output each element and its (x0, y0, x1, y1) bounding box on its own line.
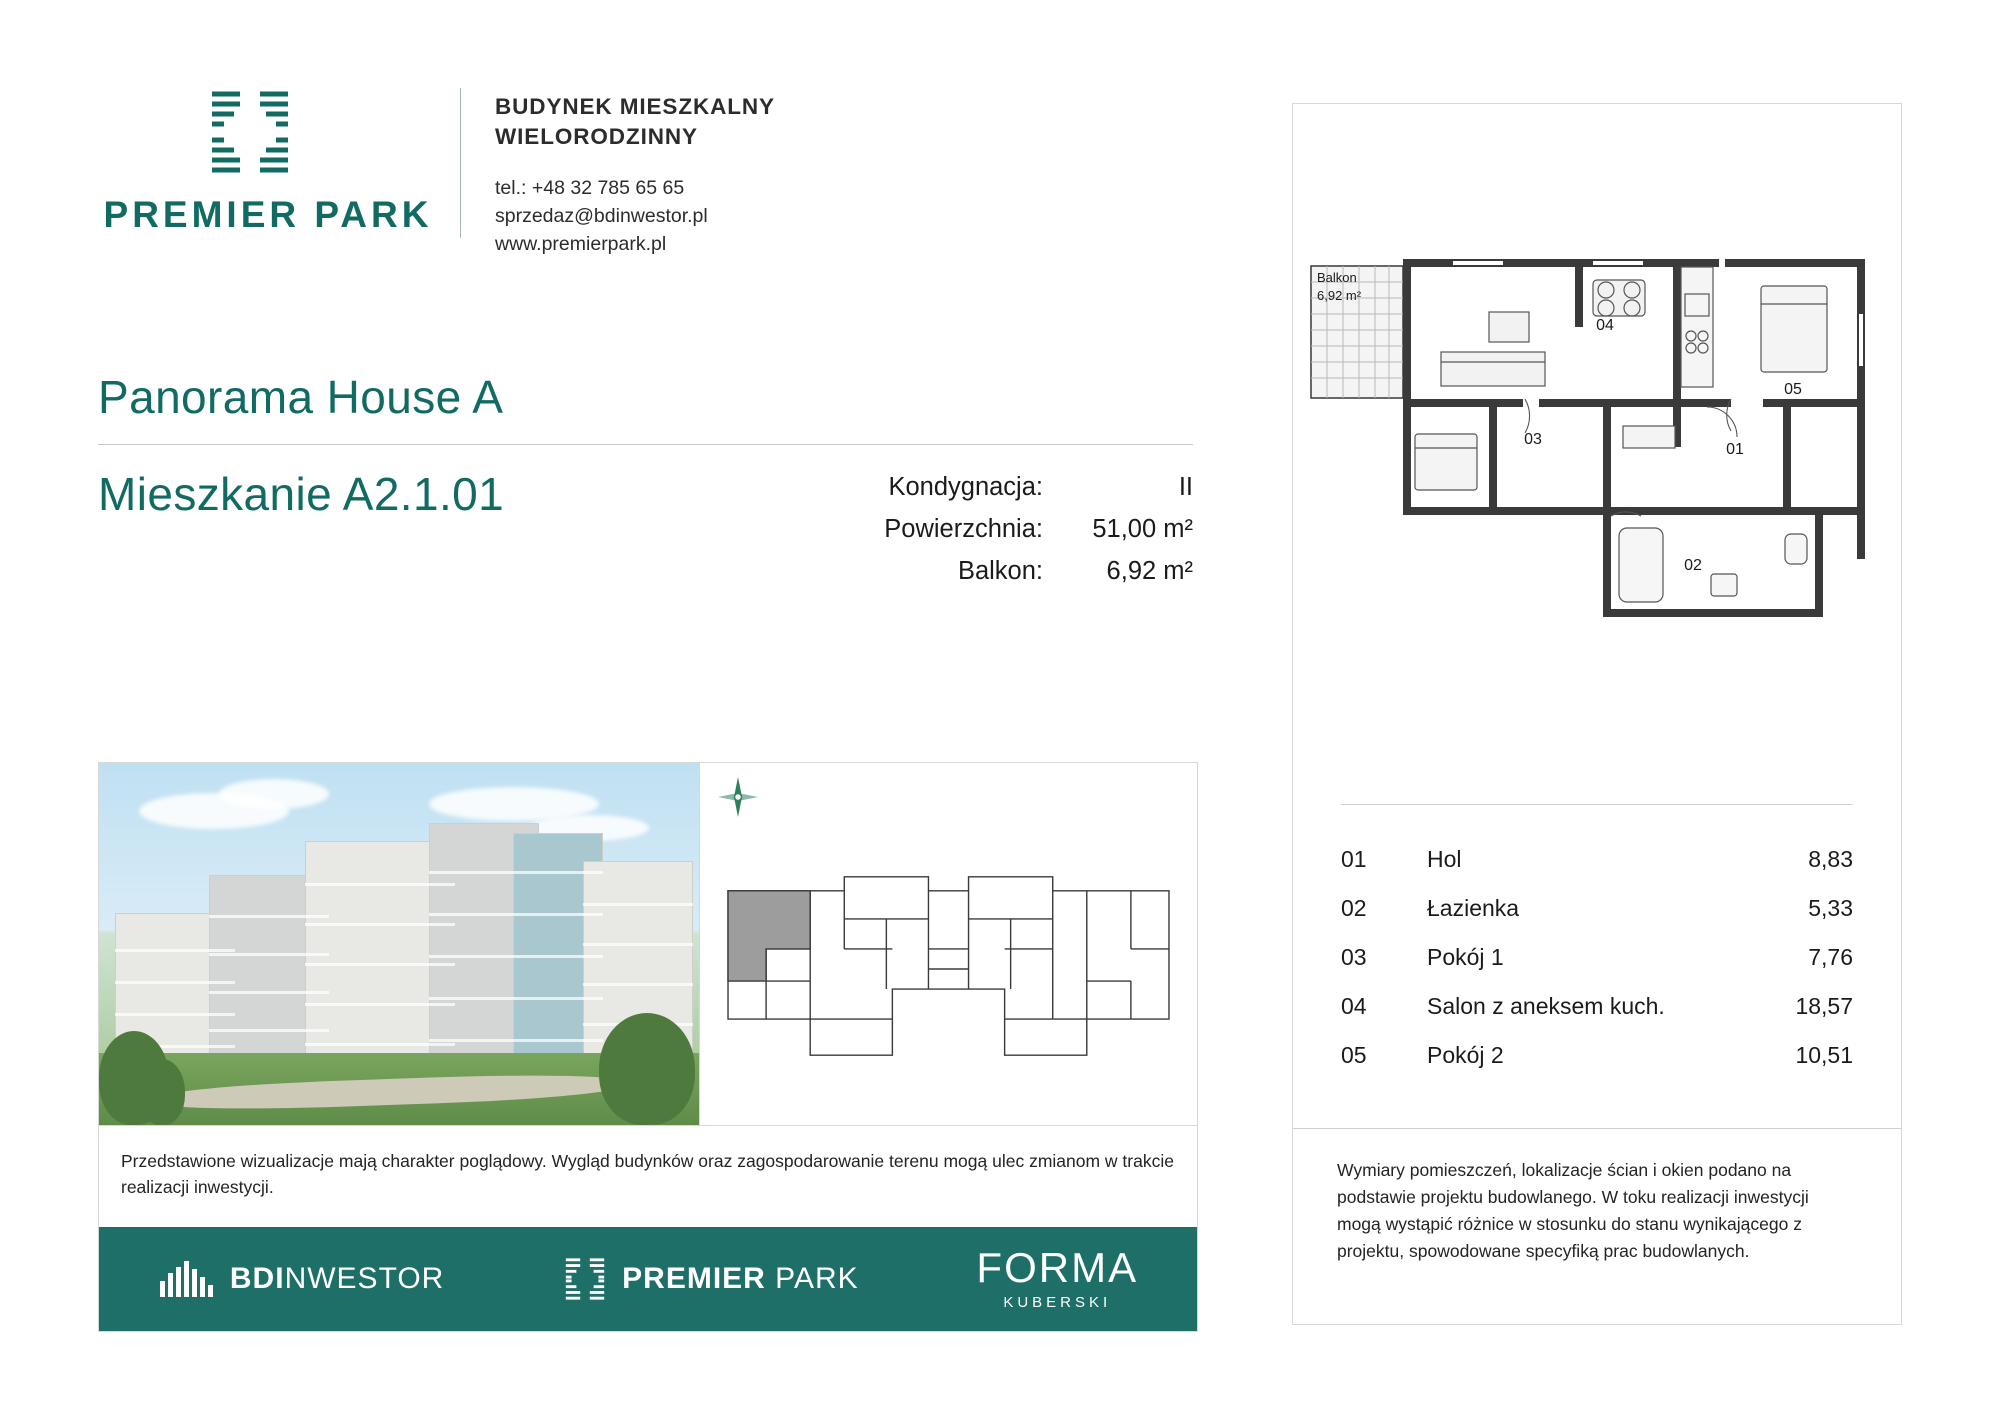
room-name: Hol (1427, 846, 1462, 872)
north-arrow-icon (714, 773, 762, 821)
table-row (1341, 1031, 1853, 1080)
brand-name: PREMIER PARK (103, 194, 433, 235)
room-tag-01: 01 (1726, 441, 1744, 458)
logo-bdinwestor-text: BDINWESTOR (229, 1261, 445, 1295)
building-type-line-1: BUDYNEK MIESZKALNY (495, 94, 775, 119)
table-row (1341, 933, 1853, 982)
room-area: 18,57 (1795, 993, 1853, 1019)
contact-phone: tel.: +48 32 785 65 65 (495, 176, 685, 199)
premier-park-weave-logo (562, 1256, 608, 1302)
room-name: Salon z aneksem kuch. (1427, 993, 1665, 1019)
logo-forma-kuberski (976, 1244, 1139, 1311)
room-tag-03: 03 (1524, 431, 1542, 448)
room-area: 8,83 (1808, 846, 1853, 872)
right-column (1292, 103, 1902, 1325)
visualization-panel (98, 762, 1198, 1332)
room-name: Pokój 1 (1427, 944, 1504, 970)
apartment-floorplan (1293, 104, 1901, 804)
room-tag-02: 02 (1684, 557, 1702, 574)
titles-block (98, 370, 1198, 599)
room-tag-04: 04 (1596, 317, 1614, 334)
building-visualization-image (99, 763, 699, 1125)
logo-premier-park (562, 1256, 859, 1302)
room-name: Łazienka (1427, 895, 1520, 921)
logo-bdinwestor (158, 1259, 444, 1299)
spec-label: Powierzchnia: (884, 515, 1043, 543)
table-row (1341, 884, 1853, 933)
balcony-area: 6,92 m² (1317, 288, 1362, 303)
building-type-line-2: WIELORODZINNY (495, 123, 698, 149)
rooms-table (1293, 805, 1901, 1104)
header-contact-block (495, 80, 775, 259)
apartment-title: Mieszkanie A2.1.01 (98, 468, 505, 520)
room-area: 7,76 (1808, 944, 1853, 970)
logo-premier-park-text: PREMIER PARK (622, 1261, 859, 1295)
room-area: 10,51 (1795, 1042, 1853, 1068)
plan-disclaimer: Wymiary pomieszczeń, lokalizacje ścian i okien podano na podstawie projektu budowlanego. W toku realizacji inwestycji mogą wystąpić różnice w stosunku do stanu wynikającego z projektu, spowodowane specyfiką prac budowlanych. (1337, 1160, 1809, 1262)
page-title: Panorama House A (98, 371, 504, 423)
spec-row (884, 557, 1193, 586)
table-row (1341, 835, 1853, 884)
room-area: 5,33 (1808, 895, 1853, 921)
room-number: 02 (1341, 895, 1367, 921)
room-number: 01 (1341, 846, 1367, 872)
document-header (98, 80, 1198, 270)
header-divider (460, 88, 461, 238)
spec-label: Kondygnacja: (888, 473, 1043, 501)
spec-label: Balkon: (957, 557, 1043, 585)
visualization-disclaimer: Przedstawione wizualizacje mają charakter poglądowy. Wygląd budynków oraz zagospodarowanie terenu mogą ulec zmianom w trakcie realizacji inwestycji. (99, 1125, 1197, 1227)
spec-row (884, 515, 1193, 544)
spec-value: II (1178, 473, 1193, 501)
contact-website: www.premierpark.pl (495, 233, 667, 256)
floor-keyplan-diagram (718, 831, 1179, 1107)
logo-kuberski-text: KUBERSKI (1003, 1294, 1112, 1311)
contact-email: sprzedaz@bdinwestor.pl (495, 205, 708, 228)
brand-block (98, 80, 438, 236)
balcony-label: Balkon (1317, 270, 1357, 285)
building-type-title (495, 92, 775, 152)
table-row (1341, 982, 1853, 1031)
premier-park-weave-logo (204, 86, 296, 178)
spec-value: 6,92 m² (1106, 557, 1193, 585)
title-divider (98, 444, 1193, 445)
room-tag-05: 05 (1784, 381, 1802, 398)
room-number: 03 (1341, 944, 1367, 970)
left-column (98, 80, 1198, 599)
room-number: 05 (1341, 1042, 1367, 1068)
spec-value: 51,00 m² (1092, 515, 1193, 543)
room-number: 04 (1341, 993, 1367, 1019)
bdi-bars-icon (158, 1259, 216, 1299)
room-name: Pokój 2 (1427, 1042, 1504, 1068)
specs-list (884, 467, 1193, 599)
partner-logos-bar (99, 1227, 1197, 1331)
keyplan-panel (699, 763, 1197, 1125)
spec-row (884, 473, 1193, 502)
logo-forma-text: FORMA (976, 1244, 1139, 1291)
